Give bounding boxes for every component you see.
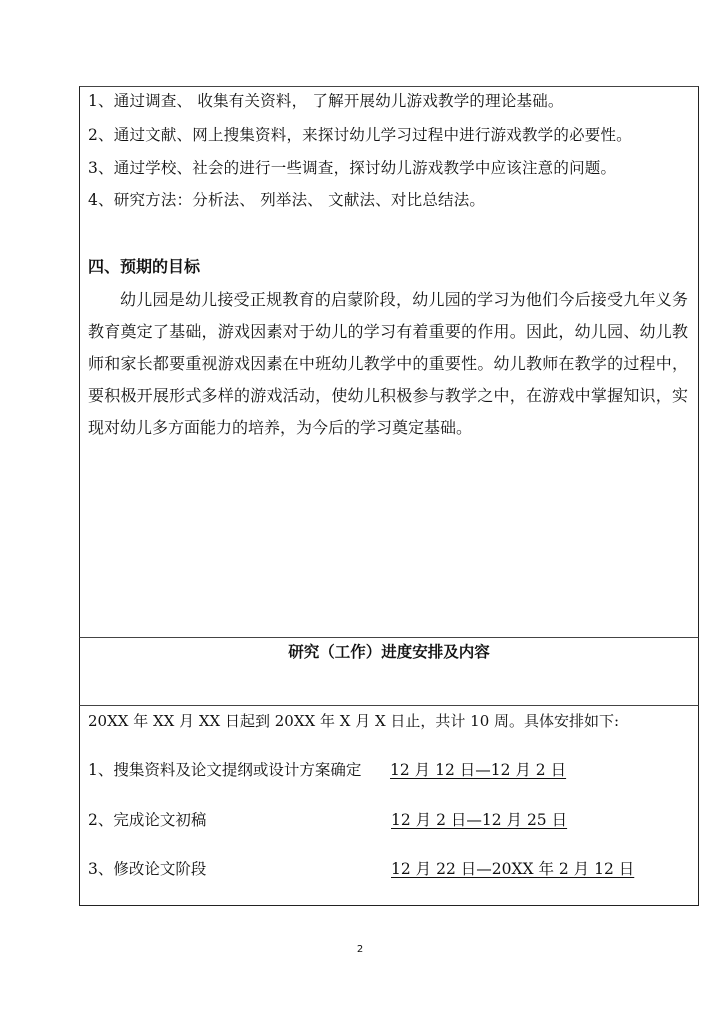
schedule-date-3: 12 月 22 日—20XX 年 2 月 12 日 — [391, 860, 635, 878]
schedule-intro: 20XX 年 XX 月 XX 日起到 20XX 年 X 月 X 日止，共计 10 周。具体安排如下: — [88, 712, 620, 730]
schedule-task-1: 1、搜集资料及论文提纲或设计方案确定 — [88, 761, 362, 779]
page-number: 2 — [356, 944, 364, 955]
method-item-4: 4、研究方法：分析法、 列举法、 文献法、对比总结法。 — [88, 191, 486, 209]
schedule-task-2: 2、完成论文初稿 — [88, 811, 207, 829]
schedule-date-1: 12 月 12 日—12 月 2 日 — [390, 761, 567, 779]
schedule-title: 研究（工作）进度安排及内容 — [288, 642, 490, 661]
goal-heading: 四、预期的目标 — [88, 257, 201, 276]
schedule-date-2: 12 月 2 日—12 月 25 日 — [391, 811, 568, 829]
schedule-task-3: 3、修改论文阶段 — [88, 860, 207, 878]
method-item-2: 2、通过文献、网上搜集资料，来探讨幼儿学习过程中进行游戏教学的必要性。 — [88, 126, 632, 144]
method-item-1: 1、通过调查、 收集有关资料， 了解开展幼儿游戏教学的理论基础。 — [88, 92, 564, 110]
method-item-3: 3、通过学校、社会的进行一些调查，探讨幼儿游戏教学中应该注意的问题。 — [88, 159, 617, 177]
goal-paragraph: 幼儿园是幼儿接受正规教育的启蒙阶段，幼儿园的学习为他们今后接受九年义务教育奠定了基础，游戏因素对于幼儿的学习有着重要的作用。因此，幼儿园、幼儿教师和家长都要重视游戏因素在中班幼儿教学中的重要性。幼儿教师在教学的过程中，要积极开展形式多样的游戏活动，使幼儿积极参与教学之中，在游戏中掌握知识，实现对幼儿多方面能力的培养，为今后的学习奠定基础。 — [88, 290, 688, 437]
